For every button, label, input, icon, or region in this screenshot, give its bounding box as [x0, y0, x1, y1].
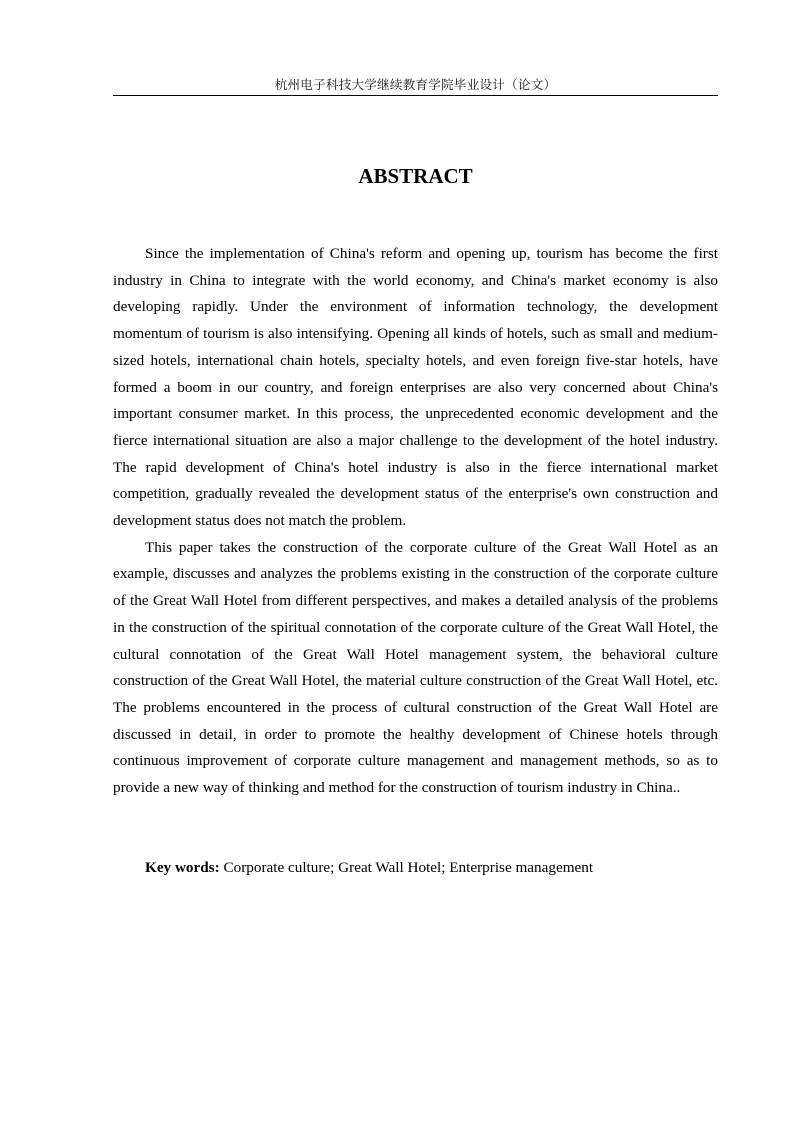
running-header: 杭州电子科技大学继续教育学院毕业设计（论文）: [274, 77, 557, 92]
keywords-line: [113, 855, 718, 881]
keywords-label: Key words:: [145, 859, 220, 876]
abstract-paragraph-2: This paper takes the construction of the corporate culture of the Great Wall Hotel as an example, discusses and analyzes the problems existing in the construction of the corporate culture of the Great Wall Hotel from different perspectives, and makes a detailed analysis of the problems in the construction of the spiritual connotation of the corporate culture of the Great Wall Hotel, the cultural connotation of the Great Wall Hotel management system, the behavioral culture construction of the Great Wall Hotel, the material culture construction of the Great Wall Hotel, etc. The problems encountered in the process of cultural construction of the Great Wall Hotel are discussed in detail, in order to promote the healthy development of Chinese hotels through continuous improvement of corporate culture management and management methods, so as to provide a new way of thinking and method for the construction of tourism industry in China..: [113, 538, 718, 797]
abstract-title: ABSTRACT: [358, 164, 473, 188]
header-divider: [113, 95, 718, 96]
keywords-text: Corporate culture; Great Wall Hotel; Enterprise management: [219, 859, 594, 876]
abstract-paragraph-1: Since the implementation of China's reform and opening up, tourism has become the first industry in China to integrate with the world economy, and China's market economy is also developing rapidly. Under the environment of information technology, the development momentum of tourism is also intensifying. Opening all kinds of hotels, such as small and medium-sized hotels, international chain hotels, specialty hotels, and even foreign five-star hotels, have formed a boom in our country, and foreign enterprises are also very concerned about China's important consumer market. In this process, the unprecedented economic development and the fierce international situation are also a major challenge to the development of the hotel industry. The rapid development of China's hotel industry is also in the fierce international market competition, gradually revealed the development status of the enterprise's own construction and development status does not match the problem.: [113, 245, 718, 530]
abstract-body: [113, 241, 718, 802]
